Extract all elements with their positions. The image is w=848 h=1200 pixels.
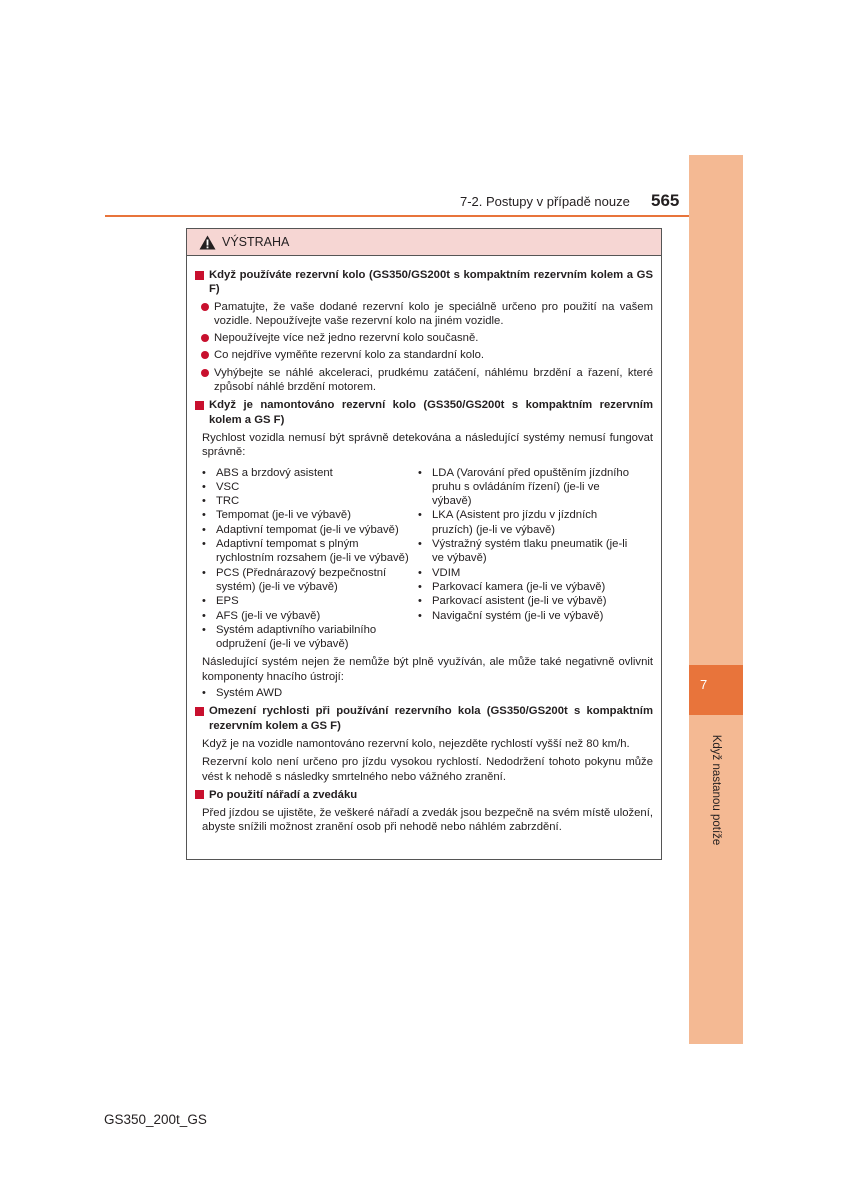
list-item: • EPS [202, 594, 418, 608]
list-item: • Parkovací kamera (je-li ve výbavě) [418, 580, 634, 594]
list-item: • PCS (Přednárazový bezpečnostní systém) (je-li ve výbavě) [202, 566, 418, 595]
list-item: • Adaptivní tempomat s plným rychlostním rozsahem (je-li ve výbavě) [202, 537, 418, 566]
section-heading [195, 704, 653, 733]
warning-title: VÝSTRAHA [222, 235, 290, 249]
list-item-text: Co nejdříve vyměňte rezervní kolo za standardní kolo. [214, 349, 485, 362]
section-heading-text: Když je namontováno rezervní kolo (GS350/GS200t s kompaktním rezervním kolem a GS F) [209, 399, 653, 426]
list-item: • Adaptivní tempomat (je-li ve výbavě) [202, 523, 418, 537]
list-item-text: LKA (Asistent pro jízdu v jízdních pruzích) (je-li ve výbavě) [432, 509, 598, 536]
list-item: • AFS (je-li ve výbavě) [202, 609, 418, 623]
warning-header [187, 229, 661, 256]
section-heading-text: Po použití nářadí a zvedáku [209, 788, 358, 801]
list-item-text: VDIM [432, 566, 461, 579]
red-dot-icon [201, 303, 209, 311]
red-square-icon [195, 271, 204, 280]
red-square-icon [195, 707, 204, 716]
systems-list [202, 466, 653, 652]
red-dot-icon [201, 369, 209, 377]
chapter-side-tab [689, 155, 743, 1044]
section-heading [195, 398, 653, 427]
list-item-text: TRC [216, 495, 240, 508]
list-item-text: LDA (Varování před opuštěním jízdního pruhu s ovládáním řízení) (je-li ve výbavě) [432, 466, 629, 508]
list-item [201, 366, 653, 395]
list-item: • VDIM [418, 566, 634, 580]
list-item [201, 331, 653, 345]
list-item-text: Vyhýbejte se náhlé akceleraci, prudkému zatáčení, náhlému brzdění a řazení, které způsobí náhlé brzdění motorem. [214, 366, 653, 394]
list-item-text: AFS (je-li ve výbavě) [216, 609, 321, 622]
warning-box [186, 228, 662, 860]
paragraph: Když je na vozidle namontováno rezervní kolo, nejezděte rychlostí vyšší než 80 km/h. [202, 737, 630, 750]
list-item: • LDA (Varování před opuštěním jízdního pruhu s ovládáním řízení) (je-li ve výbavě) [418, 466, 634, 509]
list-item-text: Parkovací kamera (je-li ve výbavě) [432, 580, 606, 593]
paragraph: Před jízdou se ujistěte, že veškeré nářadí a zvedák jsou bezpečně na svém místě uložení, abyste snížili možnost zranění osob při nehodě nebo náhlém zabrzdění. [202, 807, 653, 834]
list-item: • Parkovací asistent (je-li ve výbavě) [418, 594, 634, 608]
list-item: • TRC [202, 494, 418, 508]
paragraph: Rychlost vozidla nemusí být správně detekována a následující systémy nemusí fungovat správně: [202, 431, 653, 459]
systems-list-left [202, 466, 418, 652]
list-item-text: Adaptivní tempomat (je-li ve výbavě) [216, 523, 399, 536]
red-square-icon [195, 401, 204, 410]
list-item: • Výstražný systém tlaku pneumatik (je-li ve výbavě) [418, 537, 634, 566]
footer-model-code: GS350_200t_GS [104, 1112, 207, 1127]
list-item: • Systém adaptivního variabilního odpružení (je-li ve výbavě) [202, 623, 418, 652]
list-item: • Tempomat (je-li ve výbavě) [202, 508, 418, 522]
systems-list-right [418, 466, 634, 652]
list-item: • Navigační systém (je-li ve výbavě) [418, 609, 634, 623]
list-item-text: Pamatujte, že vaše dodané rezervní kolo je speciálně určeno pro použití na vašem vozidle. Nepoužívejte vaše rezervní kolo na jiném vozidle. [214, 300, 653, 327]
list-item: • LKA (Asistent pro jízdu v jízdních pruzích) (je-li ve výbavě) [418, 508, 634, 537]
list-item-text: ABS a brzdový asistent [216, 466, 333, 479]
list-item-text: Parkovací asistent (je-li ve výbavě) [432, 595, 607, 608]
section-heading [195, 788, 653, 802]
warning-triangle-icon [199, 235, 216, 250]
list-item-text: Systém AWD [216, 687, 283, 700]
list-item-text: Adaptivní tempomat s plným rychlostním rozsahem (je-li ve výbavě) [216, 538, 409, 565]
list-item [201, 348, 653, 362]
red-dot-icon [201, 334, 209, 342]
section-heading-text: Když používáte rezervní kolo (GS350/GS200t s kompaktním rezervním kolem a GS F) [209, 269, 653, 296]
list-item-text: PCS (Přednárazový bezpečnostní systém) (je-li ve výbavě) [216, 566, 387, 593]
header-rule [105, 215, 689, 217]
warning-body [187, 256, 661, 835]
list-item-text: Navigační systém (je-li ve výbavě) [432, 609, 604, 622]
section-heading-text: Omezení rychlosti při používání rezervního kola (GS350/GS200t s kompaktním rezervním kolem a GS F) [209, 705, 653, 732]
section-heading [195, 268, 653, 297]
chapter-title-vertical: Když nastanou potíže [710, 734, 722, 846]
list-item-text: EPS [216, 595, 239, 608]
red-square-icon [195, 790, 204, 799]
list-item-text: Systém adaptivního variabilního odpružení (je-li ve výbavě) [216, 623, 377, 651]
list-item: • VSC [202, 480, 418, 494]
list-item-text: VSC [216, 480, 240, 493]
section-title: 7-2. Postupy v případě nouze [460, 194, 630, 209]
red-dot-icon [201, 351, 209, 359]
list-item [201, 300, 653, 329]
list-item-text: Tempomat (je-li ve výbavě) [216, 509, 351, 522]
paragraph: Rezervní kolo není určeno pro jízdu vysokou rychlostí. Nedodržení tohoto pokynu může vést k nehodě s následky smrtelného nebo vážného zranění. [202, 756, 653, 783]
list-item-text: Výstražný systém tlaku pneumatik (je-li ve výbavě) [432, 538, 628, 565]
paragraph: Následující systém nejen že nemůže být plně využíván, ale může také negativně ovlivnit komponenty hnacího ústrojí: [202, 656, 653, 683]
page-number: 565 [651, 191, 680, 210]
chapter-number: 7 [700, 677, 708, 692]
list-item: • Systém AWD [202, 686, 653, 700]
list-item: • ABS a brzdový asistent [202, 466, 418, 480]
list-item-text: Nepoužívejte více než jedno rezervní kolo současně. [214, 332, 479, 345]
